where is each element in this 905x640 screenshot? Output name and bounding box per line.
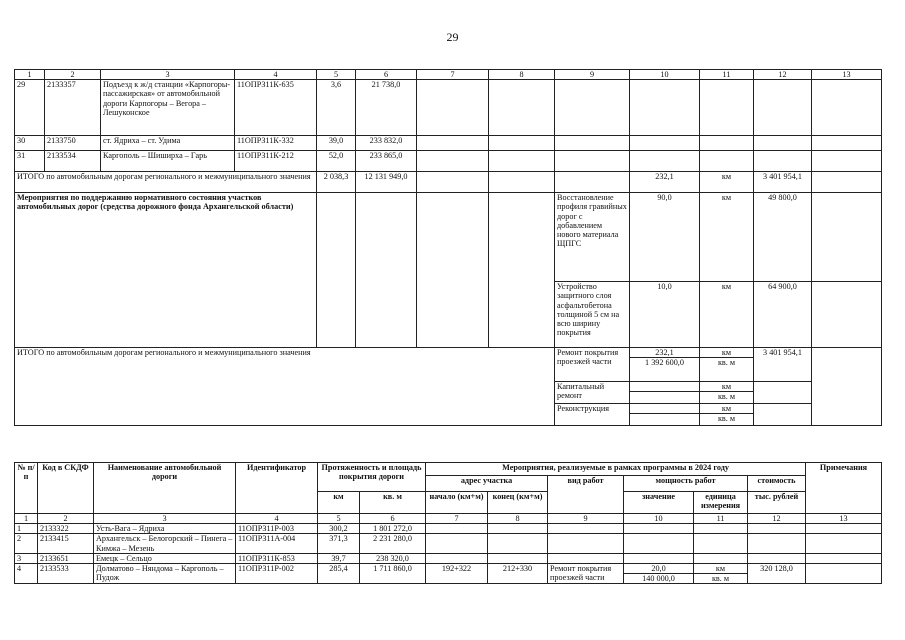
table-row: 31 2133534 Каргополь – Шиширха – Гарь 11ОПРЗ11К-212 52,0 233 865,0 bbox=[15, 151, 882, 172]
roads-table-continued bbox=[14, 69, 882, 426]
total-row: Реконструкция км кв. м bbox=[15, 404, 882, 426]
table-row: 2 2133415 Архангельск – Белогорский – Пинега – Кимжа – Мезень 11ОПРЗ11А-004 371,3 2 231 280,0 bbox=[15, 534, 882, 553]
column-numbers-row: 1 2 3 4 5 6 7 8 9 10 11 12 13 bbox=[15, 70, 882, 80]
measures-row: Устройство защитного слоя асфальтобетона толщиной 5 см на всю ширину покрытия 10,0 км 64 900,0 bbox=[15, 282, 882, 348]
total-row: Капитальный ремонт км кв. м bbox=[15, 382, 882, 404]
table-row: 4 2133533 Долматово – Няндома – Каргополь – Пудож 11ОПРЗ11Р-002 285,4 1 711 860,0 192+322 212+330 Ремонт покрытия проезжей части 20,0 140 000,0 км кв. м 320 128,0 bbox=[15, 564, 882, 584]
column-numbers-row: 1 2 3 4 5 6 7 8 9 10 11 12 13 bbox=[15, 514, 882, 524]
total-row: ИТОГО по автомобильным дорогам регионального и межмуниципального значения Ремонт покрытия проезжей части 232,1 1 392 600,0 км кв. м 3 401 954,1 bbox=[15, 348, 882, 382]
total-row: ИТОГО по автомобильным дорогам регионального и межмуниципального значения 2 038,3 12 131 949,0 232,1 км 3 401 954,1 bbox=[15, 172, 882, 193]
header-row: адрес участка вид работ мощность работ стоимость bbox=[15, 476, 882, 492]
measures-row: Мероприятия по поддержанию нормативного состояния участков автомобильных дорог (средства дорожного фонда Архангельской области) Восстановление профиля гравийных дорог с добавлением нового материала ЩПГС 90,0 км 49 800,0 bbox=[15, 193, 882, 282]
table-row: 30 2133750 ст. Ядриха – ст. Удима 11ОПРЗ11К-332 39,0 233 832,0 bbox=[15, 136, 882, 151]
page-number: 29 bbox=[446, 30, 459, 44]
table-row: 1 2133322 Усть-Вага – Ядриха 11ОПРЗ11Р-003 300,2 1 801 272,0 bbox=[15, 524, 882, 534]
header-row: км кв. м начало (км+м) конец (км+м) значение единица измерения тыс. рублей bbox=[15, 492, 882, 504]
table-row: 3 2133651 Емецк – Сельцо 11ОПРЗ11К-853 39,7 238 320,0 bbox=[15, 553, 882, 563]
header-row: № п/п Код в СКДФ Наименование автомобильной дороги Идентификатор Протяженность и площадь покрытия дороги Мероприятия, реализуемые в рамках программы в 2024 году Примечания bbox=[15, 463, 882, 476]
table-row: 29 2133357 Подъезд к ж/д станции «Карпогоры-пассажирская» от автомобильной дороги Карпогоры – Вегорa – Лешуконское 11ОПРЗ11К-635 3,6 21 738,0 bbox=[15, 80, 882, 136]
roads-table-2024 bbox=[14, 462, 882, 584]
